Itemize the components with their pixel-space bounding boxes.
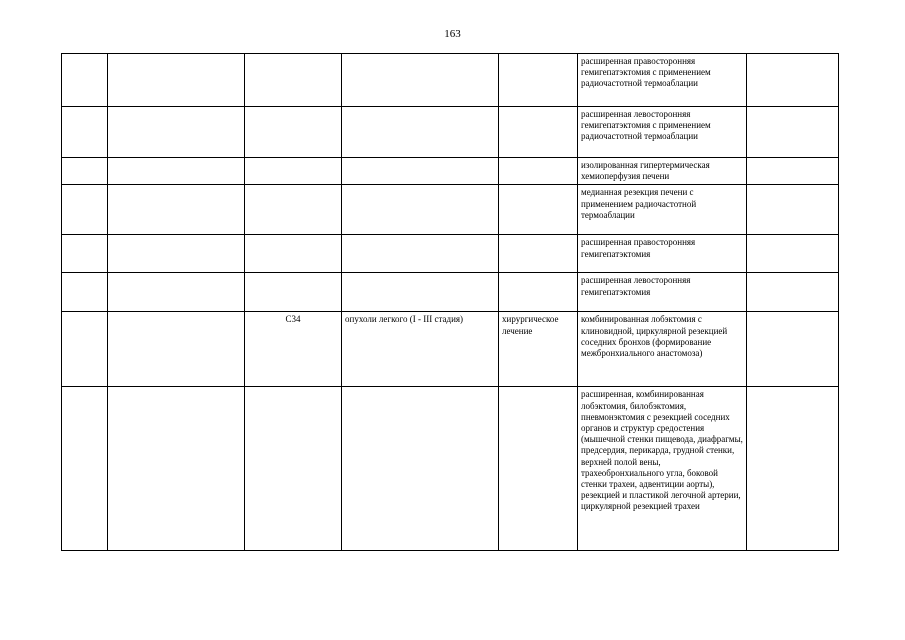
table-row — [62, 107, 839, 158]
table-row — [62, 235, 839, 273]
icd-code-cell — [245, 387, 342, 551]
table-row — [62, 185, 839, 235]
icd-code-cell — [245, 273, 342, 312]
cost-cell — [747, 312, 839, 387]
cost-cell — [747, 235, 839, 273]
care-type-cell — [108, 273, 245, 312]
care-type-cell — [108, 312, 245, 387]
icd-code-cell: C34 — [245, 312, 342, 387]
icd-code-cell — [245, 54, 342, 107]
treatment-method-cell: расширенная левосторонняя гемигепатэктомия — [578, 273, 747, 312]
treatment-type-cell — [499, 107, 578, 158]
treatment-type-cell — [499, 387, 578, 551]
care-type-cell — [108, 107, 245, 158]
treatment-method-cell: расширенная правосторонняя гемигепатэктомия с применением радиочастотной термоаблации — [578, 54, 747, 107]
patient-model-cell — [342, 158, 499, 185]
cost-cell — [747, 158, 839, 185]
treatment-method-cell: медианная резекция печени с применением радиочастотной термоаблации — [578, 185, 747, 235]
icd-code-cell — [245, 185, 342, 235]
cost-cell — [747, 54, 839, 107]
table-row — [62, 312, 839, 387]
table-row — [62, 273, 839, 312]
treatment-type-cell — [499, 235, 578, 273]
table-row — [62, 158, 839, 185]
care-type-cell — [108, 185, 245, 235]
treatment-method-cell: изолированная гипертермическая хемиоперфузия печени — [578, 158, 747, 185]
care-type-cell — [108, 158, 245, 185]
patient-model-cell — [342, 387, 499, 551]
row-number-cell — [62, 273, 108, 312]
row-number-cell — [62, 312, 108, 387]
patient-model-cell — [342, 273, 499, 312]
cost-cell — [747, 185, 839, 235]
patient-model-cell — [342, 107, 499, 158]
treatment-type-cell — [499, 54, 578, 107]
cost-cell — [747, 273, 839, 312]
table-row — [62, 54, 839, 107]
row-number-cell — [62, 107, 108, 158]
row-number-cell — [62, 54, 108, 107]
row-number-cell — [62, 185, 108, 235]
row-number-cell — [62, 387, 108, 551]
patient-model-cell — [342, 185, 499, 235]
treatment-type-cell — [499, 273, 578, 312]
page-number: 163 — [444, 28, 461, 40]
treatment-type-cell — [499, 158, 578, 185]
treatment-table — [61, 53, 839, 551]
cost-cell — [747, 387, 839, 551]
row-number-cell — [62, 235, 108, 273]
row-number-cell — [62, 158, 108, 185]
patient-model-cell — [342, 235, 499, 273]
treatment-method-cell: расширенная, комбинированная лобэктомия, билобэктомия, пневмонэктомия с резекцией соседних органов и структур средостения (мышечной стенки пищевода, диафрагмы, предсердия, перикарда, грудной стенки, верхней полой вены, трахеобронхиального угла, боковой стенки трахеи, адвентиции аорты), резекцией и пластикой легочной артерии, циркулярной резекцией трахеи — [578, 387, 747, 551]
cost-cell — [747, 107, 839, 158]
care-type-cell — [108, 235, 245, 273]
care-type-cell — [108, 54, 245, 107]
treatment-method-cell: расширенная левосторонняя гемигепатэктомия с применением радиочастотной термоаблации — [578, 107, 747, 158]
patient-model-cell — [342, 54, 499, 107]
patient-model-cell: опухоли легкого (I - III стадия) — [342, 312, 499, 387]
treatment-method-cell: расширенная правосторонняя гемигепатэктомия — [578, 235, 747, 273]
icd-code-cell — [245, 158, 342, 185]
care-type-cell — [108, 387, 245, 551]
table-row — [62, 387, 839, 551]
icd-code-cell — [245, 235, 342, 273]
treatment-method-cell: комбинированная лобэктомия с клиновидной, циркулярной резекцией соседних бронхов (формирование межбронхиального анастомоза) — [578, 312, 747, 387]
icd-code-cell — [245, 107, 342, 158]
treatment-type-cell: хирургическое лечение — [499, 312, 578, 387]
treatment-type-cell — [499, 185, 578, 235]
